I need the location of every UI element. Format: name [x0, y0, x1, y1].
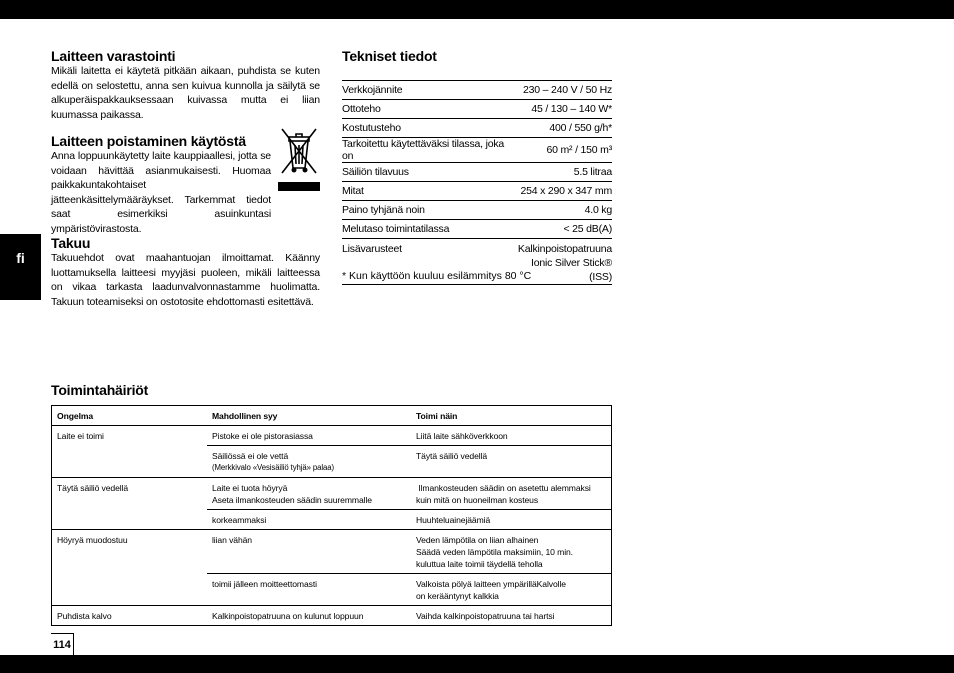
warranty-title: Takuu	[51, 235, 91, 251]
spec-value: < 25 dB(A)	[507, 220, 612, 239]
disposal-section	[51, 133, 271, 237]
spec-label: Mitat	[342, 182, 507, 201]
spec-label: Melutaso toimintatilassa	[342, 220, 507, 239]
cause-line: (Merkkivalo «Vesisäiliö tyhjä» palaa)	[212, 463, 334, 472]
table-header-row	[52, 406, 612, 426]
spec-value: 4.0 kg	[507, 201, 612, 220]
spec-row	[342, 220, 612, 239]
spec-row	[342, 119, 612, 138]
specs-table	[342, 80, 612, 285]
cause-cell: Pistoke ei ole pistorasiassa	[212, 431, 313, 441]
action-cell	[411, 574, 612, 606]
spec-label: Tarkoitettu käytettäväksi tilassa, joka on	[342, 138, 507, 163]
spec-value: 60 m² / 150 m³	[507, 138, 612, 163]
spec-label: Lisävarusteet	[342, 239, 507, 285]
action-cell: Täytä säiliö vedellä	[411, 446, 612, 478]
spec-label: Paino tyhjänä noin	[342, 201, 507, 220]
spec-value: 5.5 litraa	[507, 163, 612, 182]
action-line: Säädä veden lämpötila maksimiin, 10 min.	[416, 547, 573, 557]
table-row	[52, 426, 612, 446]
spec-value: 400 / 550 g/h*	[507, 119, 612, 138]
cause-cell	[207, 446, 411, 478]
action-cell: Huuhteluainejäämiä	[411, 510, 612, 530]
spec-label: Ottoteho	[342, 100, 507, 119]
action-line: Ilmankosteuden säädin on asetettu alemmaksi	[416, 483, 591, 493]
problem-cell: Täytä säiliö vedellä	[52, 478, 208, 530]
spec-value: 45 / 130 – 140 W*	[507, 100, 612, 119]
storage-title: Laitteen varastointi	[51, 48, 176, 64]
troubleshooting-title: Toimintahäiriöt	[51, 382, 149, 398]
cause-cell: korkeammaksi	[207, 510, 411, 530]
specs-title: Tekniset tiedot	[342, 48, 437, 64]
spec-value-line: Kalkinpoistopatruuna	[517, 243, 612, 255]
cause-line: Säiliössä ei ole vettä	[212, 451, 289, 461]
cause-cell: Kalkinpoistopatruuna on kulunut loppuun	[207, 606, 411, 626]
spec-row	[342, 201, 612, 220]
action-line: Veden lämpötila on liian alhainen	[416, 535, 539, 545]
cause-cell: liian vähän	[207, 530, 411, 574]
spec-row	[342, 182, 612, 201]
column-header: Ongelma	[52, 406, 208, 426]
column-header: Toimi näin	[411, 406, 612, 426]
cause-line: Aseta ilmankosteuden säädin suuremmalle	[212, 495, 372, 505]
table-row	[52, 530, 612, 574]
language-tab: fi	[0, 234, 41, 300]
disposal-text: Anna loppuunkäytetty laite kauppiaallesi, jotta se voidaan hävittää asianmukaisesti. Huomaa paikkakuntakohtaiset jätteenkäsittelymääräykset. Tarkemmat tiedot saat esimerkiksi asuinkuntasi ympäristövirastosta.	[51, 150, 271, 235]
page-number: 114	[51, 633, 74, 655]
spec-label: Säiliön tilavuus	[342, 163, 507, 182]
bottom-black-bar	[0, 655, 954, 673]
storage-text: Mikäli laitetta ei käytetä pitkään aikaan, puhdista se kuten edellä on selostettu, anna sen kuivua kunnolla ja säilytä se alkuperäispakkauksessaan kuivassa mutta ei liian kuumassa paikassa.	[51, 65, 320, 121]
spec-row	[342, 100, 612, 119]
cause-cell: toimii jälleen moitteettomasti	[207, 574, 411, 606]
problem-cell: Laite ei toimi	[57, 431, 104, 441]
spec-row	[342, 81, 612, 100]
top-black-bar	[0, 0, 954, 19]
spec-label: Verkkojännite	[342, 81, 507, 100]
cause-cell	[207, 478, 411, 510]
spec-value: 254 x 290 x 347 mm	[507, 182, 612, 201]
warranty-text: Takuuehdot ovat maahantuojan ilmoittamat. Käänny luottamuksella laitteesi myyjäsi puoleen, mikäli laitteessa on vikaa tarkasta laadunvalvonnastamme huolimatta. Takuun toteamiseksi on ostotosite ehdottomasti esitettävä.	[51, 252, 320, 308]
action-line: on kerääntynyt kalkkia	[416, 591, 499, 601]
table-row	[52, 478, 612, 510]
specs-footnote: * Kun käyttöön kuuluu esilämmitys 80 °C	[342, 270, 532, 282]
action-line: kuin mitä on huoneilman kosteus	[416, 495, 539, 505]
spec-row	[342, 163, 612, 182]
troubleshooting-table	[51, 405, 612, 626]
action-cell: Liitä laite sähköverkkoon	[416, 431, 508, 441]
storage-section	[51, 48, 320, 122]
disposal-title: Laitteen poistaminen käytöstä	[51, 133, 246, 149]
weee-crossed-bin-icon	[278, 123, 320, 193]
action-cell: Vaihda kalkinpoistopatruuna tai hartsi	[411, 606, 612, 626]
action-cell	[411, 478, 612, 510]
problem-cell: Höyryä muodostuu	[52, 530, 208, 606]
spec-row	[342, 138, 612, 163]
spec-label: Kostutusteho	[342, 119, 507, 138]
action-line: Valkoista pölyä laitteen ympärilläKalvolle	[416, 579, 566, 589]
spec-value-line: Ionic Silver Stick® (ISS)	[531, 257, 612, 283]
action-cell	[411, 530, 612, 574]
column-header: Mahdollinen syy	[207, 406, 411, 426]
warranty-section	[51, 235, 320, 309]
cause-line: Laite ei tuota höyryä	[212, 483, 288, 493]
table-row	[52, 606, 612, 626]
spec-value: 230 – 240 V / 50 Hz	[507, 81, 612, 100]
action-line: kuluttua laite toimii täydellä teholla	[416, 559, 543, 569]
problem-cell: Puhdista kalvo	[52, 606, 208, 626]
